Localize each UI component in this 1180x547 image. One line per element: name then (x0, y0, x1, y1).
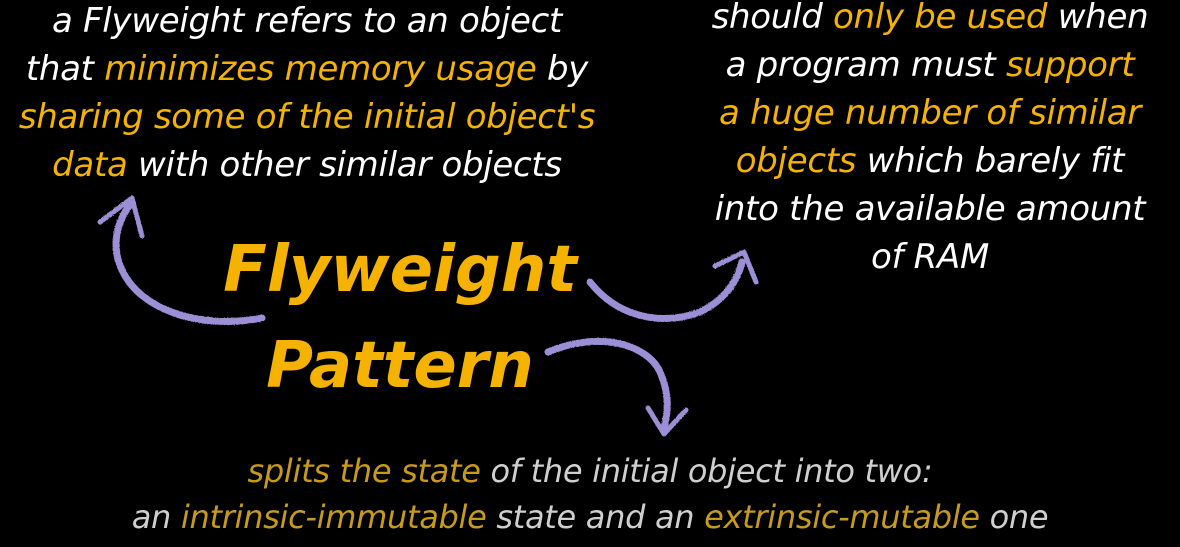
usage-note (690, 0, 1170, 281)
title-line-2: Pattern (266, 329, 534, 403)
usage-line-6: of RAM (871, 237, 989, 277)
state-note (40, 448, 1140, 540)
usage-line-1: should only be used when (711, 0, 1149, 37)
title-line-1: Flyweight (223, 233, 577, 307)
state-line-1: splits the state of the initial object into two: (247, 452, 933, 490)
definition-line-1: a Flyweight refers to an object (51, 1, 563, 41)
definition-line-3: sharing some of the initial object's (18, 97, 596, 137)
state-line-2: an intrinsic-immutable state and an extrinsic-mutable one (131, 498, 1049, 536)
definition-line-4: data with other similar objects (52, 145, 562, 185)
usage-line-5: into the available amount (714, 189, 1146, 229)
pattern-title (200, 222, 600, 414)
usage-line-2: a program must support (725, 45, 1135, 85)
usage-line-4: objects which barely fit (735, 141, 1125, 181)
definition-line-2: that minimizes memory usage by (25, 49, 589, 89)
definition-note (0, 0, 614, 189)
usage-line-3: a huge number of similar (719, 93, 1141, 133)
